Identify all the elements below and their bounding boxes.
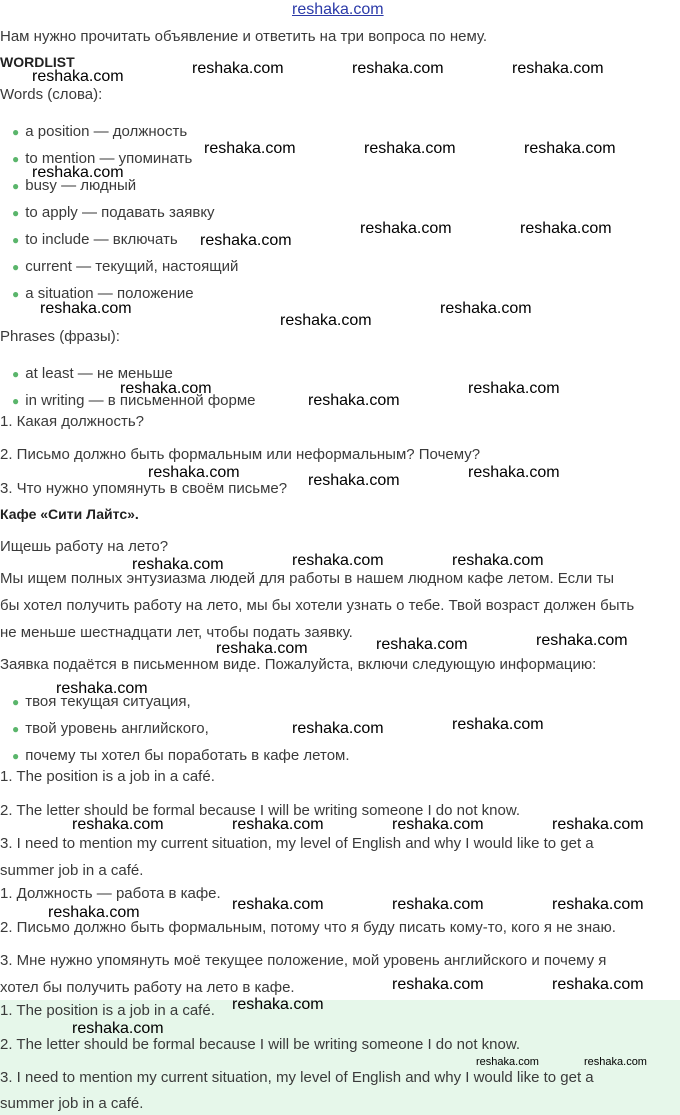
ad-paragraph-line: Мы ищем полных энтузиазма людей для работы в нашем людном кафе летом. Если ты — [0, 570, 615, 587]
bullet-icon: ● — [12, 367, 20, 381]
watermark: reshaka.com — [216, 640, 308, 657]
watermark: reshaka.com — [308, 392, 400, 409]
watermark: reshaka.com — [232, 996, 324, 1013]
bullet-icon: ● — [12, 260, 20, 274]
watermark: reshaka.com — [360, 220, 452, 237]
watermark: reshaka.com — [536, 632, 628, 649]
answer-en-3: 3. I need to mention my current situation, my level of English and why I would like to get a — [0, 835, 594, 852]
ad-paragraph-line: бы хотел получить работу на лето, мы бы хотели узнать о тебе. Твой возраст должен быть — [0, 597, 635, 614]
watermark: reshaka.com — [376, 636, 468, 653]
question-1: 1. Какая должность? — [0, 413, 144, 430]
answer-box-2: 2. The letter should be formal because I will be writing someone I do not know. — [0, 1036, 521, 1053]
watermark: reshaka.com — [392, 976, 484, 993]
list-item: ● a situation — положение — [12, 285, 194, 302]
intro-text: Нам нужно прочитать объявление и ответить на три вопроса по нему. — [0, 28, 488, 45]
list-item: ● to include — включать — [12, 231, 178, 248]
watermark: reshaka.com — [72, 1020, 164, 1037]
answer-ru-2: 2. Письмо должно быть формальным, потому что я буду писать кому-то, кого я не знаю. — [0, 919, 616, 936]
list-item: ● твой уровень английского, — [12, 720, 209, 737]
answer-en-3-cont: summer job in a café. — [0, 862, 144, 879]
watermark: reshaka.com — [148, 464, 240, 481]
watermark: reshaka.com — [308, 472, 400, 489]
bullet-icon: ● — [12, 394, 20, 408]
answer-ru-3: 3. Мне нужно упомянуть моё текущее положение, мой уровень английского и почему я — [0, 952, 607, 969]
answer-en-1: 1. The position is a job in a café. — [0, 768, 215, 785]
watermark: reshaka.com — [232, 896, 324, 913]
list-item: ● current — текущий, настоящий — [12, 258, 239, 275]
watermark: reshaka.com — [40, 300, 132, 317]
words-heading: Words (слова): — [0, 86, 103, 103]
watermark: reshaka.com — [32, 68, 124, 85]
watermark: reshaka.com — [524, 140, 616, 157]
watermark: reshaka.com — [280, 312, 372, 329]
bullet-icon: ● — [12, 152, 20, 166]
list-item: ● почему ты хотел бы поработать в кафе летом. — [12, 747, 350, 764]
watermark: reshaka.com — [200, 232, 292, 249]
watermark: reshaka.com — [204, 140, 296, 157]
bullet-icon: ● — [12, 179, 20, 193]
watermark: reshaka.com — [552, 816, 644, 833]
watermark: reshaka.com — [352, 60, 444, 77]
bullet-icon: ● — [12, 125, 20, 139]
watermark: reshaka.com — [452, 552, 544, 569]
answer-ru-1: 1. Должность — работа в кафе. — [0, 885, 221, 902]
bullet-icon: ● — [12, 749, 20, 763]
question-3: 3. Что нужно упомянуть в своём письме? — [0, 480, 288, 497]
list-item: ● твоя текущая ситуация, — [12, 693, 191, 710]
bullet-icon: ● — [12, 695, 20, 709]
watermark: reshaka.com — [232, 816, 324, 833]
bullet-icon: ● — [12, 722, 20, 736]
list-item: ● busy — людный — [12, 177, 137, 194]
watermark: reshaka.com — [56, 680, 148, 697]
list-item: ● a position — должность — [12, 123, 188, 140]
bullet-icon: ● — [12, 233, 20, 247]
watermark: reshaka.com — [292, 552, 384, 569]
watermark: reshaka.com — [440, 300, 532, 317]
watermark: reshaka.com — [520, 220, 612, 237]
watermark: reshaka.com — [392, 816, 484, 833]
watermark: reshaka.com — [364, 140, 456, 157]
watermark: reshaka.com — [476, 1056, 539, 1068]
list-item: ● to apply — подавать заявку — [12, 204, 215, 221]
watermark: reshaka.com — [552, 976, 644, 993]
answer-box-3-cont: summer job in a café. — [0, 1095, 144, 1112]
watermark: reshaka.com — [132, 556, 224, 573]
watermark: reshaka.com — [512, 60, 604, 77]
wordlist-title: WORDLIST — [0, 54, 75, 70]
watermark: reshaka.com — [552, 896, 644, 913]
phrases-heading: Phrases (фразы): — [0, 328, 120, 345]
ad-application-line: Заявка подаётся в письменном виде. Пожалуйста, включи следующую информацию: — [0, 656, 597, 673]
answer-box-1: 1. The position is a job in a café. — [0, 1002, 215, 1019]
watermark: reshaka.com — [120, 380, 212, 397]
list-item: ● to mention — упоминать — [12, 150, 193, 167]
watermark: reshaka.com — [32, 164, 124, 181]
ad-title: Кафе «Сити Лайтс». — [0, 506, 139, 522]
bullet-icon: ● — [12, 287, 20, 301]
ad-question: Ищешь работу на лето? — [0, 538, 169, 555]
watermark: reshaka.com — [452, 716, 544, 733]
answer-en-2: 2. The letter should be formal because I will be writing someone I do not know. — [0, 802, 521, 819]
list-item: ● at least — не меньше — [12, 365, 173, 382]
watermark: reshaka.com — [192, 60, 284, 77]
ad-paragraph-line: не меньше шестнадцати лет, чтобы подать заявку. — [0, 624, 353, 641]
site-link[interactable]: reshaka.com — [292, 1, 384, 18]
bullet-icon: ● — [12, 206, 20, 220]
question-2: 2. Письмо должно быть формальным или неформальным? Почему? — [0, 446, 481, 463]
watermark: reshaka.com — [584, 1056, 647, 1068]
watermark: reshaka.com — [392, 896, 484, 913]
watermark: reshaka.com — [468, 464, 560, 481]
answer-box-3: 3. I need to mention my current situation, my level of English and why I would like to get a — [0, 1069, 594, 1086]
watermark: reshaka.com — [72, 816, 164, 833]
watermark: reshaka.com — [48, 904, 140, 921]
watermark: reshaka.com — [468, 380, 560, 397]
list-item: ● in writing — в письменной форме — [12, 392, 256, 409]
answer-ru-3-cont: хотел бы получить работу на лето в кафе. — [0, 979, 295, 996]
watermark: reshaka.com — [292, 720, 384, 737]
